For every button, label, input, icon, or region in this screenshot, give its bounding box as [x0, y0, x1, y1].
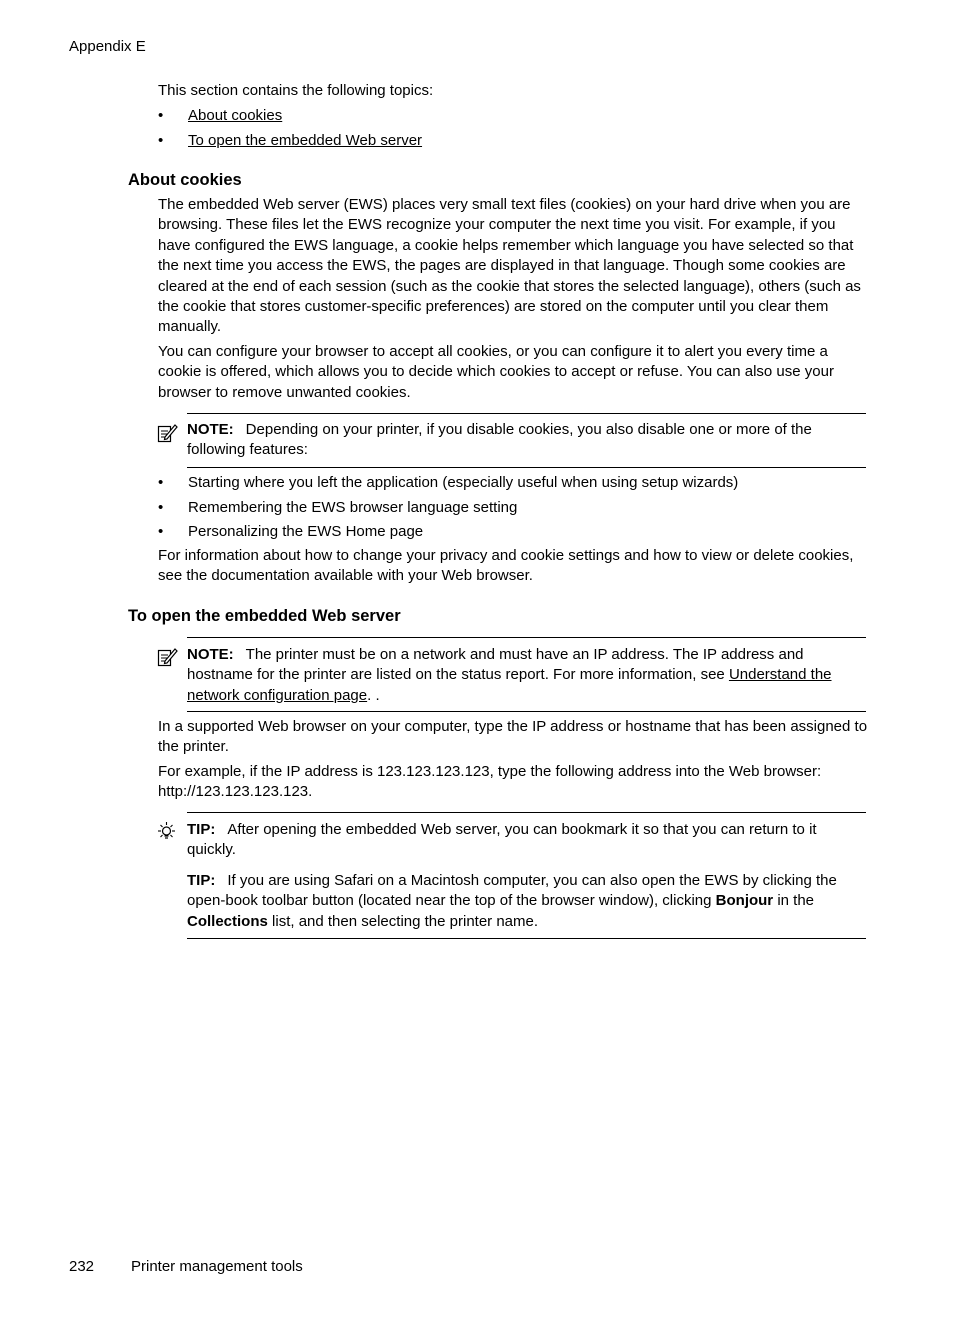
cookies-paragraph-1: The embedded Web server (EWS) places very small text files (cookies) on your hard drive when you are browsing. These files let the EWS recognize your computer the next time you visit. For example, if you have configured the EWS language, a cookie helps remember which language you have selected so that the next time you access the EWS, the pages are displayed in that language. Though some cookies are cleared at the end of each session (such as the cookie that stores the selected language), others (such as the cookie that stores customer-specific preferences) are stored on the computer until you clear them manually. [158, 196, 861, 336]
bullet: • [158, 107, 164, 124]
bullet: • [158, 523, 164, 540]
intro-text: This section contains the following topics: [158, 82, 434, 99]
tip-text: in the [777, 892, 815, 910]
network-config-page-link[interactable]: Understand the network configuration page [187, 666, 832, 704]
bullet: • [158, 132, 164, 149]
note-tail: . . [367, 686, 380, 704]
footer-section-title: Printer management tools [131, 1258, 303, 1275]
topic-link-about-cookies[interactable]: About cookies [188, 107, 283, 124]
tip-bottom-rule [187, 938, 866, 939]
bullet: • [158, 474, 164, 491]
topic-link-open-ews[interactable]: To open the embedded Web server [188, 132, 423, 149]
note-top-rule [187, 413, 866, 414]
tip-label: TIP: [187, 821, 216, 838]
tip-top-rule [187, 812, 866, 813]
tip-safari [187, 871, 867, 932]
tip-bookmark [187, 820, 867, 861]
running-head: Appendix E [69, 38, 146, 55]
feature-text: Remembering the EWS browser language setting [188, 499, 518, 516]
section-heading-open-ews: To open the embedded Web server [128, 607, 401, 625]
bonjour-term: Bonjour [715, 892, 774, 910]
feature-text: Starting where you left the application (especially useful when using setup wizards) [188, 474, 739, 491]
ews-paragraph-1: In a supported Web browser on your computer, type the IP address or hostname that has been assigned to the printer. [158, 718, 868, 756]
ews-paragraph-2: For example, if the IP address is 123.123.123.123, type the following address into the Web browser: http://123.123.123.123. [158, 763, 822, 801]
note-bottom-rule [187, 467, 866, 468]
tip-text: If you are using Safari on a Macintosh computer, you can also open the EWS by clicking the open-book toolbar button (located near the top of the browser window), clicking [187, 872, 837, 910]
ews-note [187, 645, 867, 706]
bullet: • [158, 499, 164, 516]
tip-text: list, and then selecting the printer name. [272, 912, 539, 930]
cookies-paragraph-3: For information about how to change your privacy and cookie settings and how to view or delete cookies, see the documentation available with your Web browser. [158, 547, 854, 585]
note-bottom-rule [187, 711, 866, 712]
lightbulb-icon [156, 821, 177, 842]
note-pencil-icon [157, 646, 178, 667]
collections-term: Collections [187, 912, 268, 930]
cookies-paragraph-2: You can configure your browser to accept all cookies, or you can configure it to alert you every time a cookie is offered, which allows you to decide which cookies to accept or refuse. You can also use your browser to remove unwanted cookies. [158, 343, 834, 401]
page-number: 232 [69, 1258, 95, 1275]
tip-text: After opening the embedded Web server, you can bookmark it so that you can return to it quickly. [187, 821, 817, 859]
tip-label: TIP: [187, 872, 216, 889]
note-label: NOTE: [187, 646, 234, 663]
note-pencil-icon [157, 422, 178, 443]
feature-text: Personalizing the EWS Home page [188, 523, 424, 540]
note-text: The printer must be on a network and must have an IP address. The IP address and hostname for the printer are listed on the status report. For more information, see [187, 646, 804, 684]
note-text: Depending on your printer, if you disable cookies, you also disable one or more of the following features: [187, 421, 812, 459]
note-top-rule [187, 637, 866, 638]
section-heading-about-cookies: About cookies [128, 171, 242, 189]
note-label: NOTE: [187, 421, 234, 438]
cookies-note [187, 420, 867, 461]
